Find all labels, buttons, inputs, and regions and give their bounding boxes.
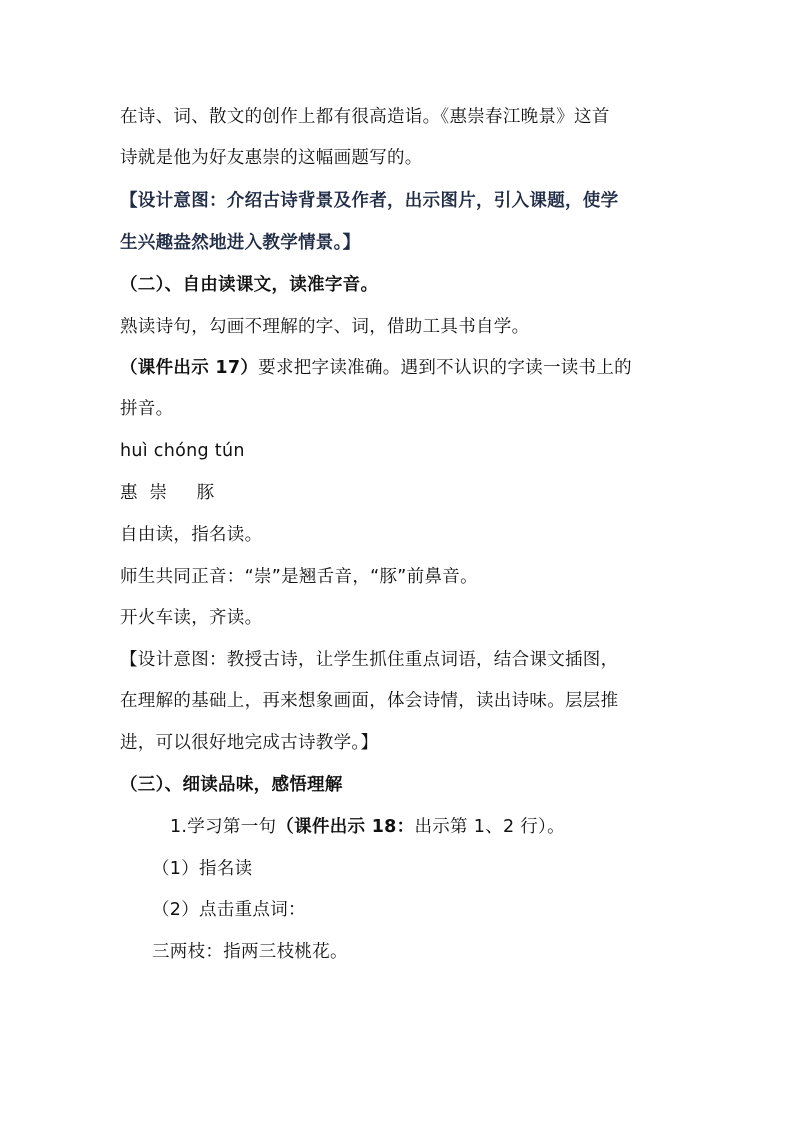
design-intent-2-line-1: 【设计意图：教授古诗，让学生抓住重点词语，结合课文插图，	[120, 650, 619, 670]
hanzi-line: 惠 崇 豚	[120, 483, 215, 503]
sub-step-1: （1）指名读	[152, 859, 253, 879]
design-intent-2-line-3: 进，可以很好地完成古诗教学。】	[120, 733, 379, 753]
step-1-courseware-label: （课件出示 18：	[276, 817, 415, 837]
step-1-pre: 1.学习第一句	[170, 817, 277, 837]
section-2-para-1: 熟读诗句，勾画不理解的字、词，借助工具书自学。	[120, 317, 530, 337]
pinyin-line: huì chóng tún	[120, 441, 245, 461]
section-3-heading: （三）、细读品味，感悟理解	[120, 775, 343, 795]
design-intent-2-line-2: 在理解的基础上，再来想象画面，体会诗情，读出诗味。层层推	[120, 691, 619, 711]
intro-line-1: 在诗、词、散文的创作上都有很高造诣。《惠崇春江晚景》这首	[120, 107, 610, 127]
step-1-line	[170, 815, 565, 839]
read-method-2: 师生共同正音：“崇”是翘舌音，“豚”前鼻音。	[120, 567, 478, 587]
courseware-17-line	[120, 356, 632, 380]
courseware-17-label: （课件出示 17）	[120, 358, 259, 378]
section-2-heading: （二）、自由读课文，读准字音。	[120, 275, 379, 295]
key-word-explanation-1: 三两枝：指两三枝桃花。	[152, 942, 348, 962]
read-method-1: 自由读，指名读。	[120, 525, 263, 545]
read-method-3: 开火车读，齐读。	[120, 608, 263, 628]
intro-line-2: 诗就是他为好友惠崇的这幅画题写的。	[120, 148, 423, 168]
courseware-17-text: 要求把字读准确。遇到不认识的字读一读书上的	[258, 358, 632, 378]
sub-step-2: （2）点击重点词：	[152, 900, 306, 920]
step-1-post: 出示第 1、2 行）。	[414, 817, 565, 837]
design-intent-1-line-2: 生兴趣盎然地进入教学情景。】	[120, 233, 361, 253]
design-intent-1-line-1: 【设计意图：介绍古诗背景及作者，出示图片，引入课题，使学	[120, 191, 619, 211]
courseware-17-line-2: 拼音。	[120, 399, 174, 419]
